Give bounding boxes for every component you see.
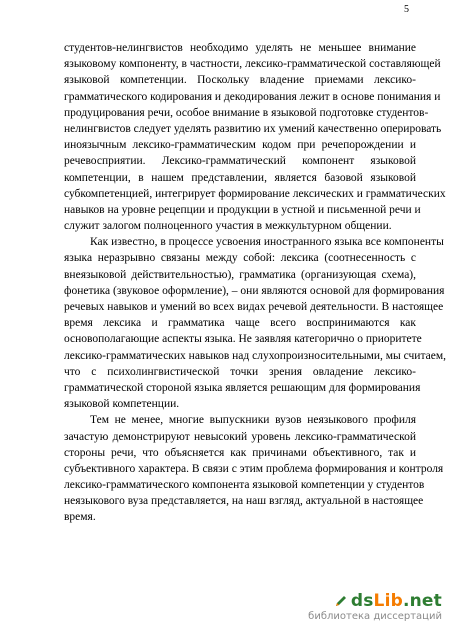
text-line: нелингвистов следует уделять развитию их умений качественно оперировать (64, 122, 442, 135)
text-line: языковому компоненту, в частности, лексико-грамматической составляющей (64, 58, 441, 71)
dslib-watermark[interactable] (292, 591, 442, 627)
text-line: языковой компетенции. (64, 398, 180, 411)
text-line: время. (64, 511, 96, 524)
text-line: грамматического кодирования и декодирования лежит в основе понимания и (64, 90, 441, 103)
text-line: лексико-грамматических навыков над слухопроизносительными, мы считаем, (64, 349, 446, 362)
text-line: что с психолингвистической точки зрения овладение лексико- (64, 365, 416, 378)
watermark-logo (334, 591, 442, 611)
text-line: лексико-грамматического компонента языковой компетенции у студентов (64, 479, 425, 492)
page-number: 5 (404, 4, 409, 15)
text-line: служит залогом полноценного участия в межкультурном общении. (64, 220, 392, 233)
text-line: фонетика (звуковое оформление), – они являются основой для формирования (64, 284, 445, 297)
text-line: субкомпетенцией, интегрирует формирование лексических и грамматических (64, 187, 446, 200)
watermark-net: .net (402, 591, 442, 611)
watermark-ds: ds (350, 591, 374, 611)
text-line: иноязычным лексико-грамматическим кодом при речепорождении и (64, 139, 416, 152)
text-line: Как известно, в процессе усвоения иностранного языка все компоненты (90, 236, 444, 249)
pen-icon (334, 594, 348, 608)
text-line: навыков на уровне рецепции и продукции в устной и письменной речи и (64, 203, 421, 216)
body-text (64, 40, 446, 526)
text-line: языка неразрывно связаны между собой: лексика (соотнесенность с (64, 252, 416, 265)
text-line: языковой компетенции. Поскольку владение приемами лексико- (64, 74, 416, 87)
text-line: время лексика и грамматика чаще всего воспринимаются как (64, 317, 416, 330)
text-line: речевых навыков и умений во всех видах речевой деятельности. В настоящее (64, 301, 444, 313)
text-line: студентов-нелингвистов необходимо уделять не меньшее внимание (64, 42, 416, 54)
text-line: неязыкового вуза представляется, на наш взгляд, актуальной в настоящее (64, 495, 424, 508)
text-line: стороны речи, что объясняется как причинами объективного, так и (64, 446, 416, 459)
text-line: компетенции, в нашем представлении, является базовой языковой (64, 171, 416, 184)
text-line: продуцирования речи, особое внимание в языковой подготовке студентов- (64, 106, 429, 119)
text-line: субъективного характера. В связи с этим проблема формирования и контроля (64, 462, 444, 475)
text-line: зачастую демонстрируют невысокий уровень лексико-грамматической (64, 430, 416, 443)
text-line: речевосприятии. Лексико-грамматический компонент языковой (64, 155, 416, 168)
text-line: внеязыковой действительностью), грамматика (организующая схема), (64, 268, 416, 281)
text-line: основополагающие аспекты языка. Не заявляя категорично о приоритете (64, 333, 422, 346)
watermark-caption: библиотека диссертаций (308, 611, 442, 622)
text-line: Тем не менее, многие выпускники вузов неязыкового профиля (90, 414, 416, 427)
watermark-lib: Lib (373, 591, 403, 611)
text-line: грамматической стороной языка является решающим для формирования (64, 381, 421, 394)
